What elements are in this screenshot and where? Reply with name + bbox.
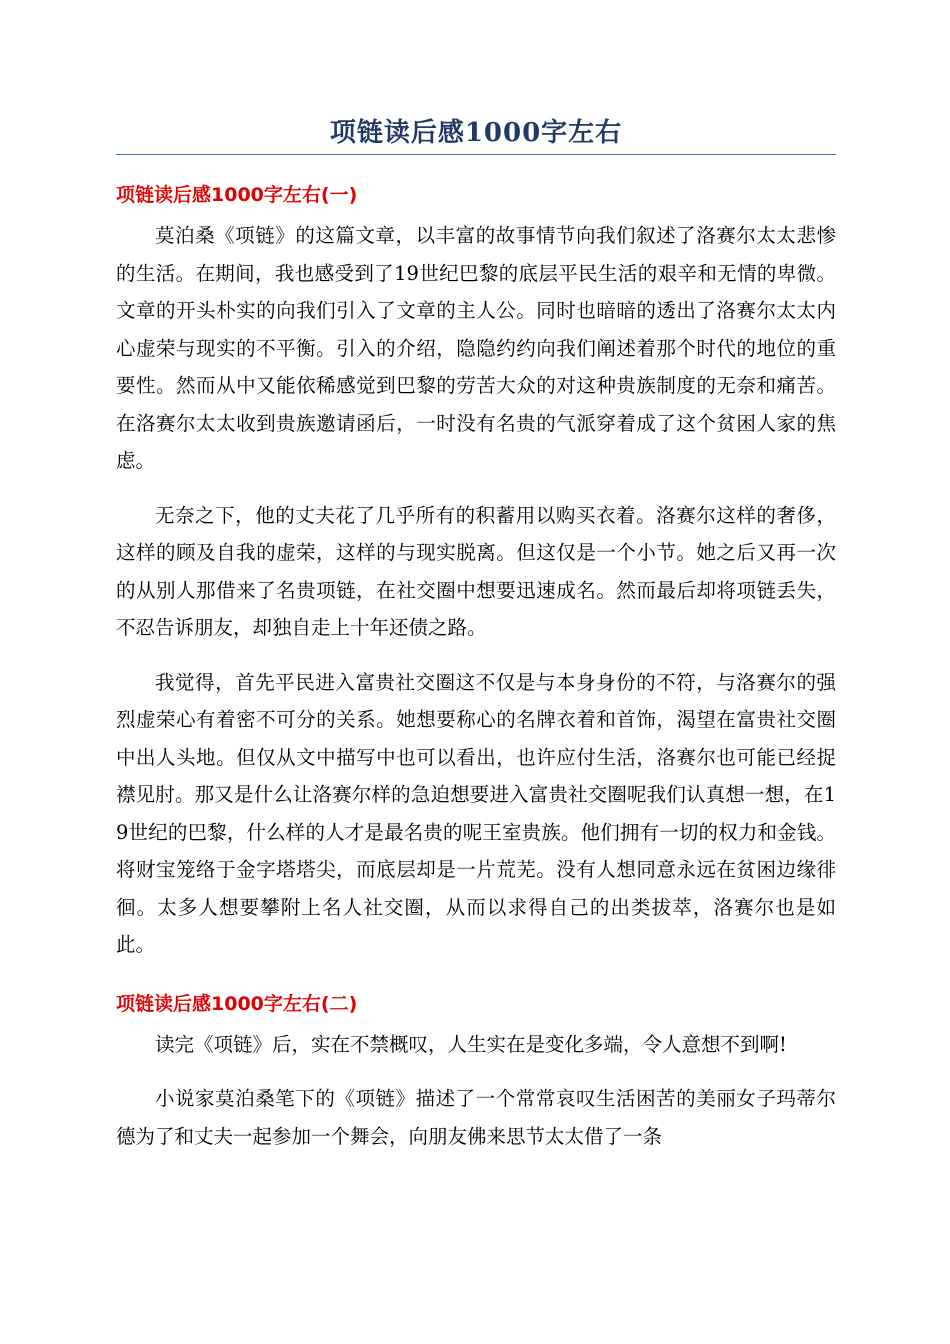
paragraph: 我觉得，首先平民进入富贵社交圈这不仅是与本身身份的不符，与洛赛尔的强烈虚荣心有着密不可分的关系。她想要称心的名牌衣着和首饰，渴望在富贵社交圈中出人头地。但仅从文中描写中也可以看出，也许应付生活，洛赛尔也可能已经捉襟见肘。那又是什么让洛赛尔样的急迫想要进入富贵社交圈呢我们认真想一想，在19世纪的巴黎，什么样的人才是最名贵的呢王室贵族。他们拥有一切的权力和金钱。将财宝笼络于金字塔塔尖，而底层却是一片荒芜。没有人想同意永远在贫困边缘徘徊。太多人想要攀附上名人社交圈，从而以求得自己的出类拔萃，洛赛尔也是如此。 [116, 670, 836, 956]
paragraph: 读完《项链》后，实在不禁概叹，人生实在是变化多端，令人意想不到啊! [155, 1032, 787, 1056]
section-1 [116, 181, 836, 964]
paragraph: 小说家莫泊桑笔下的《项链》描述了一个常常哀叹生活困苦的美丽女子玛蒂尔德为了和丈夫一起参加一个舞会，向朋友佛来思节太太借了一条 [116, 1087, 836, 1148]
section-heading: 项链读后感1000字左右(一) [116, 184, 358, 206]
paragraph: 无奈之下，他的丈夫花了几乎所有的积蓄用以购买衣着。洛赛尔这样的奢侈，这样的顾及自我的虚荣，这样的与现实脱离。但这仅是一个小节。她之后又再一次的从别人那借来了名贵项链，在社交圈中想要迅速成名。然而最后却将项链丢失，不忍告诉朋友，却独自走上十年还债之路。 [116, 503, 836, 639]
title-underline [116, 154, 836, 155]
section-heading: 项链读后感1000字左右(二) [116, 992, 358, 1015]
document-title: 项链读后感1000字左右 [329, 118, 623, 148]
section-2 [116, 990, 836, 1156]
paragraph: 莫泊桑《项链》的这篇文章，以丰富的故事情节向我们叙述了洛赛尔太太悲惨的生活。在期间，我也感受到了19世纪巴黎的底层平民生活的艰辛和无情的卑微。文章的开头朴实的向我们引入了文章的主人公。同时也暗暗的透出了洛赛尔太太内心虚荣与现实的不平衡。引入的介绍，隐隐约约向我们阐述着那个时代的地位的重要性。然而从中又能依稀感觉到巴黎的劳苦大众的对这种贵族制度的无奈和痛苦。在洛赛尔太太收到贵族邀请函后，一时没有名贵的气派穿着成了这个贫困人家的焦虑。 [116, 224, 836, 472]
document-page [116, 0, 836, 1155]
